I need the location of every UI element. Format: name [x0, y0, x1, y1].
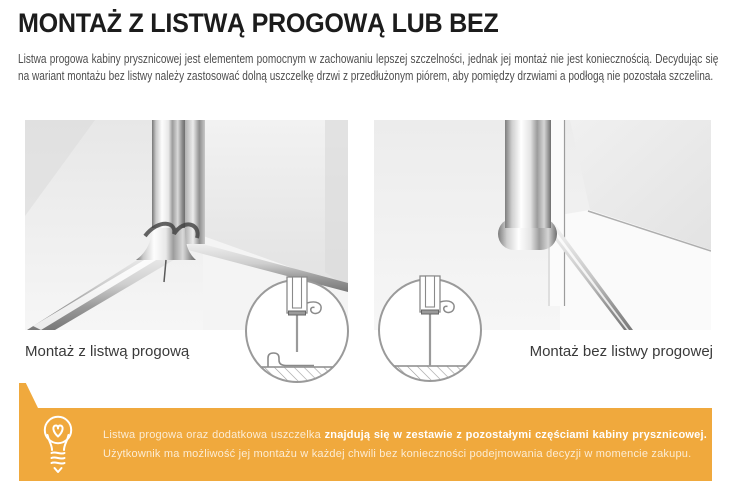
caption-without-threshold-strip: Montaż bez listwy progowej [529, 343, 713, 360]
lightbulb-icon [38, 414, 78, 476]
seal-with-strip-drawing [242, 276, 352, 386]
page-title: MONTAŻ Z LISTWĄ PROGOWĄ LUB BEZ [18, 8, 499, 38]
intro-paragraph: Listwa progowa kabiny prysznicowej jest elementem pomocnym w zachowaniu lepszej szczelności, jednak jej montaż nie jest koniecznością. Decydując się na wariant montażu bez listwy należy zastosować dolną uszczelkę drzwi z przedłużonym piórem, aby pomiędzy drzwiami a podłogą nie pozostała szczelina. [18, 52, 719, 83]
note-banner-fold [19, 383, 38, 408]
diagram-seal-with-threshold-strip [242, 276, 352, 386]
caption-with-threshold-strip: Montaż z listwą progową [25, 343, 190, 360]
note-line-1 [103, 426, 707, 445]
note-regular-text: Listwa progowa oraz dodatkowa uszczelka [103, 428, 321, 441]
diagram-seal-without-threshold-strip [375, 275, 485, 385]
note-bold-text: znajdują się w zestawie z pozostałymi częściami kabiny prysznicowej. [324, 428, 707, 441]
seal-without-strip-drawing [375, 275, 485, 385]
note-line-2: Użytkownik ma możliwość jej montażu w każdej chwili bez konieczności podejmowania decyzji w momencie zakupu. [103, 447, 692, 460]
note-text [103, 408, 707, 481]
